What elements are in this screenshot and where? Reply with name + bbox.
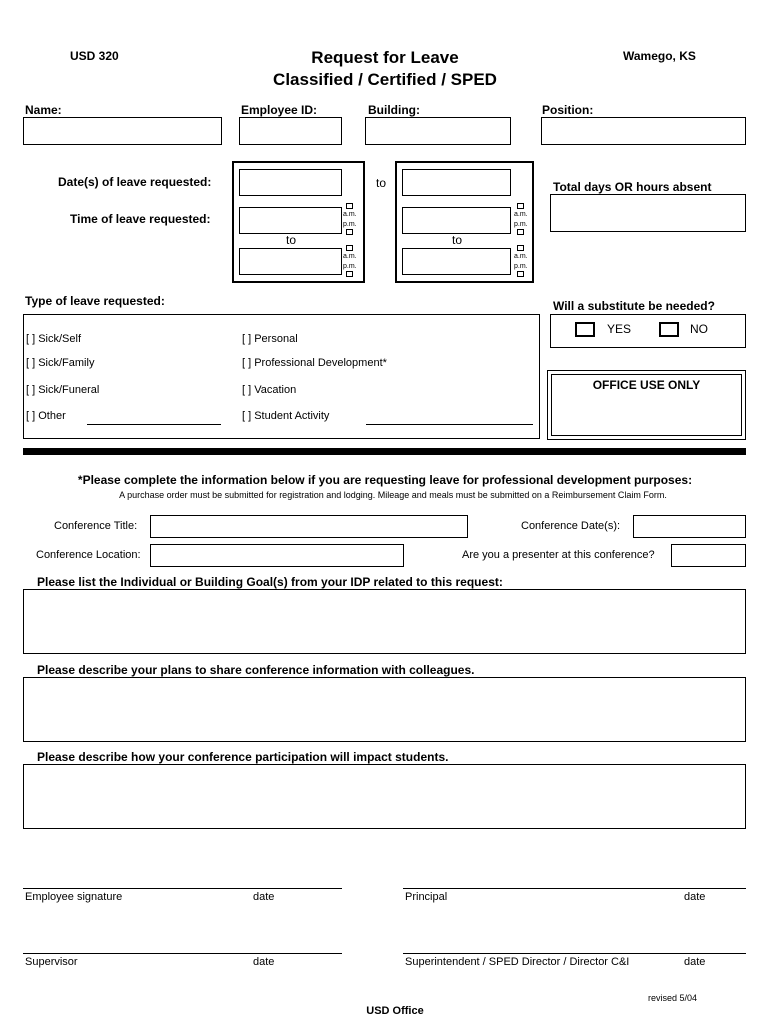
right-pm-checkbox[interactable] xyxy=(517,229,524,235)
dates-label: Date(s) of leave requested: xyxy=(58,175,212,189)
goals-field[interactable] xyxy=(23,589,746,654)
employee-signature-label: Employee signature xyxy=(25,891,123,903)
conference-title-field[interactable] xyxy=(150,515,468,538)
office-footer: USD Office xyxy=(366,1005,424,1017)
share-label: Please describe your plans to share conference information with colleagues. xyxy=(37,663,475,677)
office-use-label: OFFICE USE ONLY xyxy=(592,378,701,392)
right-am-label: a.m. xyxy=(514,211,528,218)
substitute-yes-checkbox[interactable] xyxy=(575,322,595,337)
principal-date-label: date xyxy=(684,891,706,903)
leave-option-vacation[interactable]: [ ] Vacation xyxy=(242,384,297,396)
principal-label: Principal xyxy=(405,891,448,903)
to-label-right: to xyxy=(452,233,463,247)
right-pm-label-2: p.m. xyxy=(514,263,528,270)
end-am-label-left: a.m. xyxy=(343,253,357,260)
student-activity-line[interactable] xyxy=(366,424,533,425)
section-divider xyxy=(23,448,746,455)
start-am-label: a.m. xyxy=(343,211,357,218)
end-pm-checkbox-left[interactable] xyxy=(346,271,353,277)
right-am-checkbox-2[interactable] xyxy=(517,245,524,251)
share-field[interactable] xyxy=(23,677,746,742)
end-time-field[interactable] xyxy=(239,248,342,275)
presenter-label: Are you a presenter at this conference? xyxy=(462,549,655,561)
supervisor-date-label: date xyxy=(253,956,275,968)
position-label: Position: xyxy=(542,103,594,117)
substitute-no-label: NO xyxy=(690,322,708,336)
district-label: USD 320 xyxy=(70,49,119,63)
right-am-checkbox[interactable] xyxy=(517,203,524,209)
employee-signature-line[interactable] xyxy=(23,888,342,889)
supervisor-signature-line[interactable] xyxy=(23,953,342,954)
leave-option-other[interactable]: [ ] Other xyxy=(26,410,66,422)
start-pm-label: p.m. xyxy=(343,221,357,228)
goals-label: Please list the Individual or Building Goal(s) from your IDP related to this request: xyxy=(37,575,503,589)
substitute-label: Will a substitute be needed? xyxy=(553,299,715,313)
to-label-left: to xyxy=(286,233,297,247)
form-title-line2: Classified / Certified / SPED xyxy=(273,70,497,89)
superintendent-date-label: date xyxy=(684,956,706,968)
building-label: Building: xyxy=(368,103,420,117)
location-label: Wamego, KS xyxy=(623,49,696,63)
leave-option-professional[interactable]: [ ] Professional Development* xyxy=(242,357,387,369)
pd-heading: *Please complete the information below if you are requesting leave for professional development purposes: xyxy=(77,473,693,487)
leave-option-sick-funeral[interactable]: [ ] Sick/Funeral xyxy=(26,384,100,396)
substitute-yes-label: YES xyxy=(607,322,632,336)
start-date-field[interactable] xyxy=(239,169,342,196)
leave-option-student-activity[interactable]: [ ] Student Activity xyxy=(242,410,330,422)
employee-id-field[interactable] xyxy=(239,117,342,145)
impact-field[interactable] xyxy=(23,764,746,829)
end-date-field[interactable] xyxy=(402,169,511,196)
leave-option-sick-self[interactable]: [ ] Sick/Self xyxy=(26,333,82,345)
other-line[interactable] xyxy=(87,424,221,425)
end-time-field-end[interactable] xyxy=(402,248,511,275)
employee-id-label: Employee ID: xyxy=(241,103,318,117)
principal-signature-line[interactable] xyxy=(403,888,746,889)
substitute-no-checkbox[interactable] xyxy=(659,322,679,337)
end-time-field-start[interactable] xyxy=(402,207,511,234)
name-field[interactable] xyxy=(23,117,222,145)
superintendent-label: Superintendent / SPED Director / Director C&I xyxy=(405,956,630,968)
end-pm-label-left: p.m. xyxy=(343,263,357,270)
total-absent-field[interactable] xyxy=(550,194,746,232)
time-label: Time of leave requested: xyxy=(70,212,211,226)
presenter-field[interactable] xyxy=(671,544,746,567)
leave-option-personal[interactable]: [ ] Personal xyxy=(242,333,298,345)
form-title-line1: Request for Leave xyxy=(311,48,459,67)
conference-location-label: Conference Location: xyxy=(36,549,141,561)
start-pm-checkbox[interactable] xyxy=(346,229,353,235)
impact-label: Please describe how your conference participation will impact students. xyxy=(37,750,449,764)
leave-type-label: Type of leave requested: xyxy=(25,294,165,308)
right-am-label-2: a.m. xyxy=(514,253,528,260)
superintendent-signature-line[interactable] xyxy=(403,953,746,954)
position-field[interactable] xyxy=(541,117,746,145)
end-am-checkbox-left[interactable] xyxy=(346,245,353,251)
right-pm-checkbox-2[interactable] xyxy=(517,271,524,277)
right-pm-label: p.m. xyxy=(514,221,528,228)
employee-date-label: date xyxy=(253,891,275,903)
leave-option-sick-family[interactable]: [ ] Sick/Family xyxy=(26,357,95,369)
conference-dates-field[interactable] xyxy=(633,515,746,538)
supervisor-label: Supervisor xyxy=(25,956,78,968)
conference-dates-label: Conference Date(s): xyxy=(521,520,621,532)
total-absent-label: Total days OR hours absent xyxy=(553,180,712,194)
start-time-field[interactable] xyxy=(239,207,342,234)
to-label-middle: to xyxy=(376,176,387,190)
revised-label: revised 5/04 xyxy=(648,993,698,1003)
building-field[interactable] xyxy=(365,117,511,145)
name-label: Name: xyxy=(25,103,62,117)
conference-location-field[interactable] xyxy=(150,544,404,567)
pd-subheading: A purchase order must be submitted for registration and lodging. Mileage and meals must be submitted on a Reimbursement Claim Form. xyxy=(119,490,667,500)
conference-title-label: Conference Title: xyxy=(54,520,138,532)
start-am-checkbox[interactable] xyxy=(346,203,353,209)
